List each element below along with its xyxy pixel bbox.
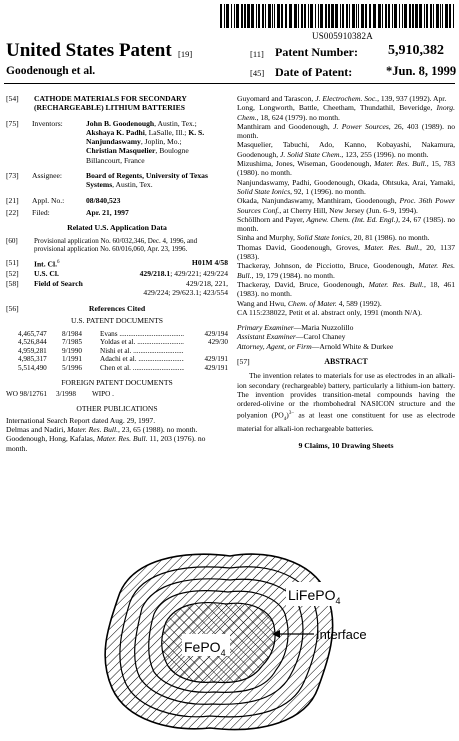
header-rule [4,83,455,84]
inventor-4-location: , Boulogne [155,146,189,156]
uscl-field [6,269,228,278]
right-reference-item: Schöllhorn and Payer, Agnew. Chem. (Int. Ed. Engl.), 24, 67 (1985). no month. [237,214,455,234]
assignee-line-2: Systems [86,180,113,190]
barcode-bar [356,4,357,28]
right-reference-item: Thackeray, Johnson, de Picciotto, Bruce, Goodenough, Mater. Res. Bull., 19, 179 (1984). no month. [237,261,455,280]
foreign-docs-title: FOREIGN PATENT DOCUMENTS [61,377,173,387]
barcode-bar [320,4,323,28]
assignee-label: Assignee: [32,171,62,181]
right-reference-item: Masquelier, Tabuchi, Ado, Kanno, Kobayashi, Nakamura, Goodenough, J. Solid State Chem., 123, 255 (1996). no month. [237,140,455,159]
appl-label: Appl. No.: [32,195,65,205]
other-pub-3: Goodenough, Hong, Kafalas, Mater. Res. Bull. 11, 203 (1976). no month. [6,434,206,453]
filed-tag: [22] [6,207,19,217]
barcode-bar [224,4,225,28]
title-field [6,94,228,113]
related-data-title: Related U.S. Application Data [67,223,167,233]
figure-drawing [90,538,390,738]
barcode-bar [274,4,275,28]
primary-examiner: Primary Examiner—Maria Nuzzolillo [237,323,354,333]
right-reference-item: Long, Longworth, Battle, Cheetham, Thundathil, Beveridge, Inorg. Chem., 18, 624 (1979). no month. [237,103,455,122]
barcode-bar [378,4,381,28]
interface-label: Interface [316,627,367,642]
right-reference-item: Sinha and Murphy, Solid State Ionics, 20, 81 (1986). no month. [237,233,430,243]
barcode [220,4,454,28]
barcode-bar [304,4,306,28]
patent-number-label: Patent Number: [275,45,358,59]
barcode-bar [236,4,239,28]
barcode-bar [349,4,350,28]
foreign-ref-name: WIPO [92,389,111,398]
barcode-bar [262,4,264,28]
right-references-list [237,94,455,317]
attorney: Attorney, Agent, or Firm—Arnold White & Durkee [237,341,394,351]
patent-date: *Jun. 8, 1999 [386,64,457,78]
assignee-tag: [73] [6,171,19,181]
us-reference-row: 4,985,317 1/1991 Adachi et al. ..... 429/191 [6,355,228,364]
barcode-bar [268,4,271,28]
intcl-label: Int. Cl. [34,259,57,269]
right-reference-item: Nanjundaswamy, Padhi, Goodenough, Okada, Ohtsuka, Arai, Yamaki, Solid State Ionics, 92, 1 (1996). no month. [237,177,455,196]
barcode-bar [430,4,432,28]
barcode-bar [392,4,393,28]
inventor-1-location: , Austin, Tex.; [154,118,197,128]
barcode-bar [442,4,443,28]
abstract-text: The invention relates to materials for use as electrodes in an alkali-ion secondary (rechargeable) battery, particularly a lithium-ion battery. The invention provides transition-metal compounds having the ordered-olivine or the rhombohedral NASICON structure and the polyanion $(PO_4)^{3-}$ as at least one constituent for use as electrode material for alkali-ion rechargeable batteries. [237,371,455,433]
barcode-bar [426,4,428,28]
right-reference-item: Mizushima, Jones, Wiseman, Goodenough, Mater. Res. Bull., 15, 783 (1980). no month. [237,159,456,178]
barcode-bar [256,4,257,28]
barcode-bar [361,4,364,28]
inventor-3-last: Nanjundaswamy [86,137,141,147]
inventor-4: Christian Masquelier [86,146,156,156]
us-docs-title: U.S. PATENT DOCUMENTS [71,316,163,326]
right-column [237,94,455,450]
barcode-bar [328,4,330,28]
right-reference-item: CA 115:238022, Petit et al. abstract only, 1991 (month N/A). [237,307,423,317]
inventor-4-location-2: Billancourt, France [86,155,145,165]
title-tag: [54] [6,94,19,103]
barcode-bar [404,4,407,28]
barcode-bar [440,4,441,28]
barcode-bar [308,4,309,28]
inventors-tag: [75] [6,118,19,128]
barcode-bar [241,4,243,28]
tag-11: [11] [250,49,264,59]
right-reference-item: Okada, Nanjundaswamy, Manthiram, Goodenough, Proc. 36th Power Sources Conf., at Cherry Hill, New Jersey (Jun. 6–9, 1994). [237,196,455,215]
uscl-value: ; 429/221; 429/224 [170,269,228,279]
other-pubs-title: OTHER PUBLICATIONS [76,403,158,413]
abstract-header [237,357,455,366]
barcode-bar [419,4,422,28]
inventor-line: Goodenough et al. [6,65,96,77]
publication-number: US005910382A [312,31,373,41]
barcode-bar [352,4,355,28]
right-reference-item: Guyomard and Tarascon, J. Electrochem. Soc., 139, 937 (1992). Apr. [237,94,447,103]
intcl-field [6,258,228,269]
intcl-value: H01M 4/58 [191,258,228,268]
barcode-bar [394,4,397,28]
uscl-tag: [52] [6,269,19,279]
assignee-field [6,171,228,190]
barcode-bar [340,4,341,28]
search-tag: [58] [6,278,19,288]
references-tag: [56] [6,304,19,314]
barcode-bar [415,4,418,28]
inner-label: FePO$_4$ [184,639,226,658]
barcode-bar [226,4,229,28]
barcode-bar [220,4,222,28]
barcode-bar [358,4,359,28]
title-line-2: (RECHARGEABLE) LITHIUM BATTERIES [34,103,185,113]
assistant-examiner: Assistant Examiner—Carol Chaney [237,332,346,342]
barcode-bar [318,4,319,28]
barcode-bar [285,4,287,28]
document-title: United States Patent [6,40,172,61]
abstract-title: ABSTRACT [324,357,368,367]
search-value-1: 429/218, 221, [186,278,228,288]
barcode-bar [265,4,266,28]
filed-label: Filed: [32,207,50,217]
right-reference-item: Thackeray, David, Bruce, Goodenough, Mater. Res. Bull., 18, 461 (1983). no month. [237,279,455,299]
us-references-list [6,330,228,373]
barcode-bar [231,4,232,28]
barcode-bar [449,4,451,28]
uscl-label: U.S. Cl. [34,269,59,279]
inventors-label: Inventors: [32,118,63,128]
right-reference-item: Wang and Hwu, Chem. of Mater. 4, 589 (1992). [237,298,382,308]
inventor-3-location: , Joplin, Mo.; [140,137,182,147]
title-line-1: CATHODE MATERIALS FOR SECONDARY [34,94,187,103]
assignee-line-1: Board of Regents, University of Texas [86,171,208,181]
barcode-bar [388,4,390,28]
barcode-bar [294,4,297,28]
us-reference-row: 4,465,747 8/1984 Evans ..... 429/194 [6,330,228,339]
inventors-field [6,119,228,165]
barcode-bar [373,4,376,28]
right-reference-item: Manthiram and Goodenough, J. Power Sources, 26, 403 (1989). no month. [237,121,455,141]
provisional-tag: [60] [6,236,18,245]
intcl-sup: 6 [57,260,60,266]
other-pub-2: Delmas and Nadiri, Mater. Res. Bull., 23, 65 (1988). no month. [6,425,198,435]
filed-field [6,208,228,217]
search-field [6,279,228,298]
barcode-bar [298,4,299,28]
inventor-2-location: , LaSalle, Ill.; [144,127,189,137]
barcode-bar [412,4,414,28]
right-reference-item: Thomas David, Goodenough, Groves, Mater. Res. Bull., 20, 1137 (1983). [237,242,456,262]
barcode-bar [399,4,400,28]
barcode-bar [234,4,235,28]
us-reference-row: 4,959,281 9/1990 Nishi et al. ..... [6,347,228,356]
intcl-tag: [51] [6,258,19,268]
barcode-bar [331,4,334,28]
barcode-bar [382,4,383,28]
assignee-location: , Austin, Tex. [112,180,153,190]
barcode-bar [247,4,250,28]
filed-date: Apr. 21, 1997 [86,207,129,217]
barcode-bar [365,4,367,28]
provisional-line-2: provisional application No. 60/016,060, Apr. 23, 1996. [34,244,188,253]
left-column [6,94,228,453]
barcode-bar [409,4,411,28]
barcode-bar [281,4,283,28]
references-title: References Cited [88,304,146,314]
provisional-field [6,237,228,254]
date-label: Date of Patent: [275,65,353,79]
barcode-bar [346,4,348,28]
barcode-bar [436,4,439,28]
inventor-2: Akshaya K. Padhi [86,127,145,137]
barcode-bar [445,4,448,28]
tag-19: [19] [178,49,193,59]
barcode-bar [369,4,371,28]
claims-line: 9 Claims, 10 Drawing Sheets [298,441,394,451]
barcode-bar [402,4,403,28]
barcode-bar [453,4,454,28]
appl-tag: [21] [6,195,19,205]
foreign-ref-date: 3/1998 [56,389,76,398]
barcode-bar [277,4,280,28]
foreign-ref-number: WO 98/12761 [6,389,47,398]
inventor-1: John B. Goodenough [86,118,155,128]
barcode-bar [244,4,246,28]
abstract-tag: [57] [237,357,250,367]
provisional-line-1: Provisional application No. 60/032,346, Dec. 4, 1996, and [34,236,198,245]
barcode-bar [310,4,313,28]
barcode-bar [258,4,260,28]
references-header [6,304,228,313]
barcode-bar [289,4,292,28]
barcode-bar [272,4,273,28]
uscl-value-bold: 429/218.1 [139,269,171,279]
patent-number: 5,910,382 [388,43,444,58]
us-reference-row: 4,526,844 7/1985 Yoldas et al. ..... 429/30 [6,338,228,347]
appl-number: 08/840,523 [86,195,121,205]
foreign-reference: WO 98/12761 3/1998 WIPO . [6,389,114,398]
barcode-bar [251,4,254,28]
barcode-bar [335,4,338,28]
barcode-bar [385,4,387,28]
other-pub-1: International Search Report dated Aug. 29, 1997. [6,415,156,425]
search-label: Field of Search [34,278,83,288]
outer-label: LiFePO$_4$ [288,587,341,606]
barcode-bar [424,4,425,28]
barcode-bar [433,4,434,28]
tag-45: [45] [250,68,265,78]
barcode-bar [315,4,316,28]
appl-field [6,196,228,205]
us-reference-row: 5,514,490 5/1996 Chen et al. ..... 429/191 [6,364,228,373]
barcode-bar [325,4,327,28]
barcode-bar [342,4,344,28]
barcode-bar [301,4,303,28]
inventor-3-first: K. S. [188,127,205,137]
search-value-2: 429/224; 29/623.1; 423/554 [143,287,228,297]
